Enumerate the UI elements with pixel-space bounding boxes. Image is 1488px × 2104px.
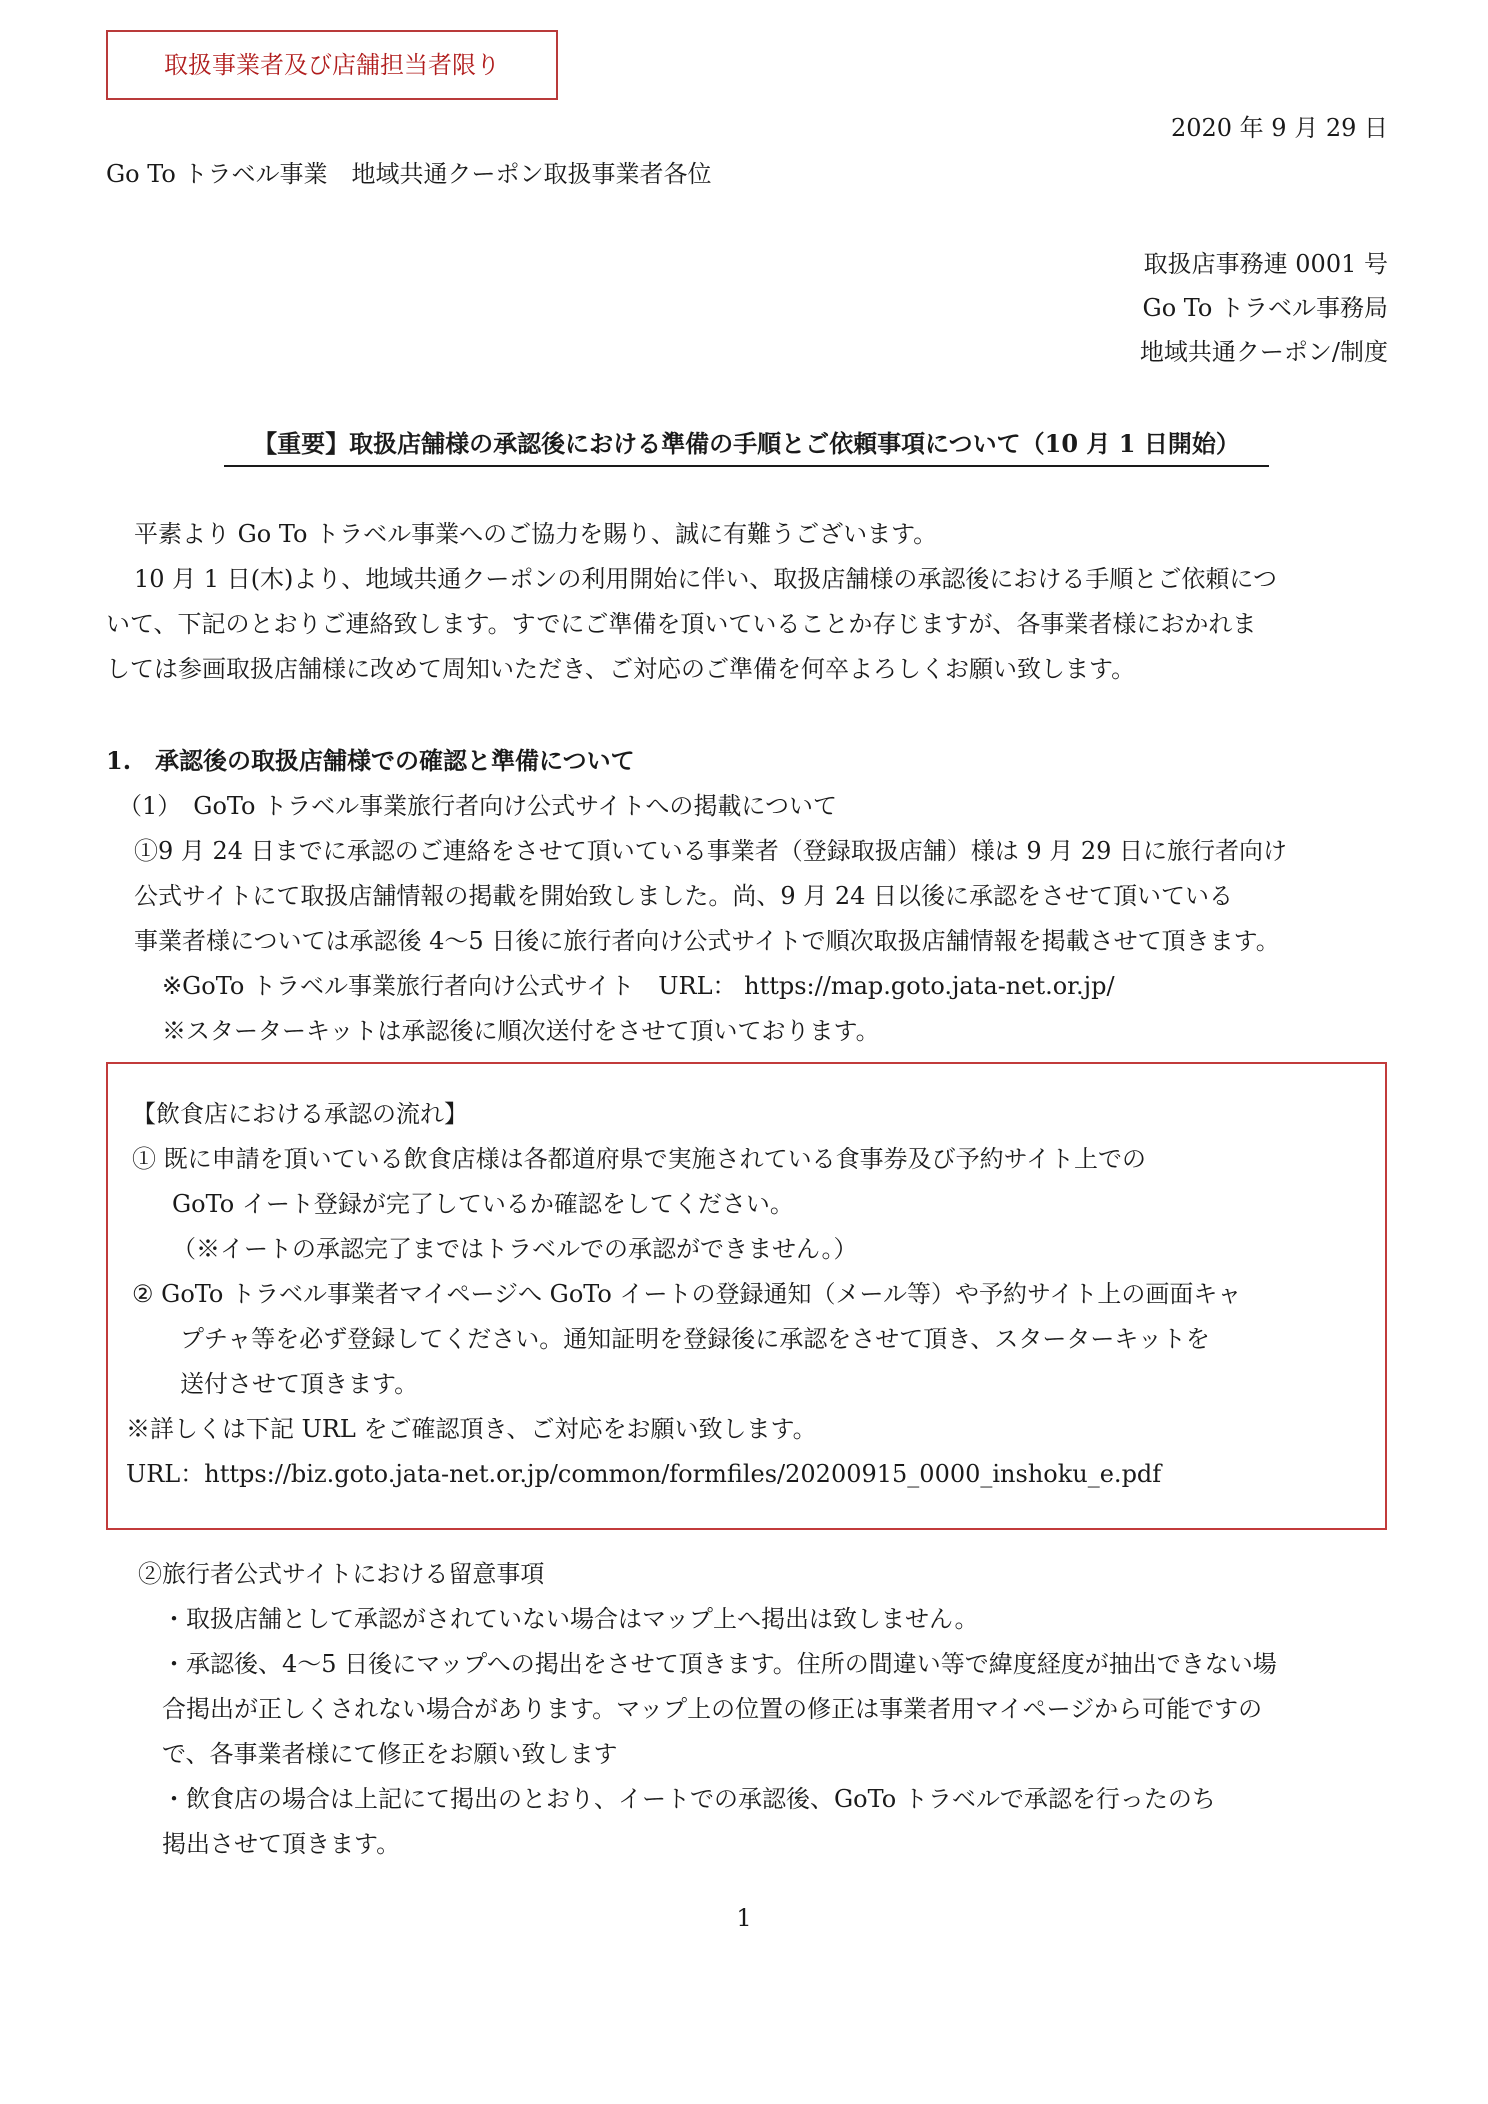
notice-line: ・取扱店舗として承認がされていない場合はマップ上へ掲出は致しません。	[162, 1605, 979, 1633]
section-1-heading: 1. 承認後の取扱店舗様での確認と準備について	[106, 746, 635, 775]
notice-line: 合掲出が正しくされない場合があります。マップ上の位置の修正は事業者用マイページから可能ですの	[162, 1695, 1263, 1723]
starter-kit-note: ※スターターキットは承認後に順次送付をさせて頂いております。	[162, 1017, 880, 1045]
approval-step-line: ① 既に申請を頂いている飲食店様は各都道府県で実施されている食事券及び予約サイト上での	[132, 1145, 1146, 1173]
sender-dept: 地域共通クーポン/制度	[1139, 338, 1388, 366]
addressee: Go To トラベル事業 地域共通クーポン取扱事業者各位	[106, 160, 712, 188]
subsection-1-heading: （1） GoTo トラベル事業旅行者向け公式サイトへの掲載について	[118, 792, 837, 820]
official-site-url-note: ※GoTo トラベル事業旅行者向け公式サイト URL： https://map.goto.jata-net.or.jp/	[162, 972, 1115, 1000]
section-1-paragraph-line: 事業者様については承認後 4〜5 日後に旅行者向け公式サイトで順次取扱店舗情報を掲載させて頂きます。	[134, 927, 1280, 955]
intro-line: いて、下記のとおりご連絡致します。すでにご準備を頂いていることか存じますが、各事業者様におかれま	[106, 610, 1257, 638]
notice-line: ・承認後、4〜5 日後にマップへの掲出をさせて頂きます。住所の間違い等で緯度経度が抽出できない場	[162, 1650, 1277, 1678]
approval-step-line: 送付させて頂きます。	[180, 1370, 419, 1398]
intro-line: しては参画取扱店舗様に改めて周知いただき、ご対応のご準備を何卒よろしくお願い致します。	[106, 655, 1136, 683]
approval-step-line: プチャ等を必ず登録してください。通知証明を登録後に承認をさせて頂き、スターターキットを	[180, 1325, 1210, 1353]
intro-line: 10 月 1 日(木)より、地域共通クーポンの利用開始に伴い、取扱店舗様の承認後における手順とご依頼につ	[134, 565, 1277, 593]
sender-office: Go To トラベル事務局	[1142, 294, 1388, 322]
intro-line: 平素より Go To トラベル事業へのご協力を賜り、誠に有難うございます。	[134, 520, 938, 548]
notice-line: ・飲食店の場合は上記にて掲出のとおり、イートでの承認後、GoTo トラベルで承認を行ったのち	[162, 1785, 1216, 1813]
section-2-heading: ②旅行者公式サイトにおける留意事項	[138, 1560, 545, 1588]
approval-step-line: ② GoTo トラベル事業者マイページへ GoTo イートの登録通知（メール等）や予約サイト上の画面キャ	[132, 1280, 1242, 1308]
section-1-paragraph-line: ①9 月 24 日までに承認のご連絡をさせて頂いている事業者（登録取扱店舗）様は 9 月 29 日に旅行者向け	[134, 837, 1288, 865]
details-url[interactable]: URL：https://biz.goto.jata-net.or.jp/common/formfiles/20200915_0000_inshoku_e.pdf	[126, 1460, 1162, 1488]
document-title: 【重要】取扱店舗様の承認後における準備の手順とご依頼事項について（10 月 1 日開始）	[224, 424, 1269, 467]
notice-line: 掲出させて頂きます。	[162, 1830, 401, 1858]
sender-ref: 取扱店事務連 0001 号	[1143, 250, 1388, 278]
restricted-stamp: 取扱事業者及び店舗担当者限り	[106, 30, 558, 100]
page-number: 1	[736, 1904, 752, 1932]
details-note: ※詳しくは下記 URL をご確認頂き、ご対応をお願い致します。	[126, 1415, 817, 1443]
section-1-paragraph-line: 公式サイトにて取扱店舗情報の掲載を開始致しました。尚、9 月 24 日以後に承認をさせて頂いている	[134, 882, 1234, 910]
approval-step-line: GoTo イート登録が完了しているか確認をしてください。	[172, 1190, 794, 1218]
approval-step-line: （※イートの承認完了まではトラベルでの承認ができません。）	[172, 1235, 858, 1263]
restaurant-approval-heading: 【飲食店における承認の流れ】	[132, 1100, 468, 1128]
document-date: 2020 年 9 月 29 日	[1170, 114, 1388, 142]
notice-line: で、各事業者様にて修正をお願い致します	[162, 1740, 618, 1768]
